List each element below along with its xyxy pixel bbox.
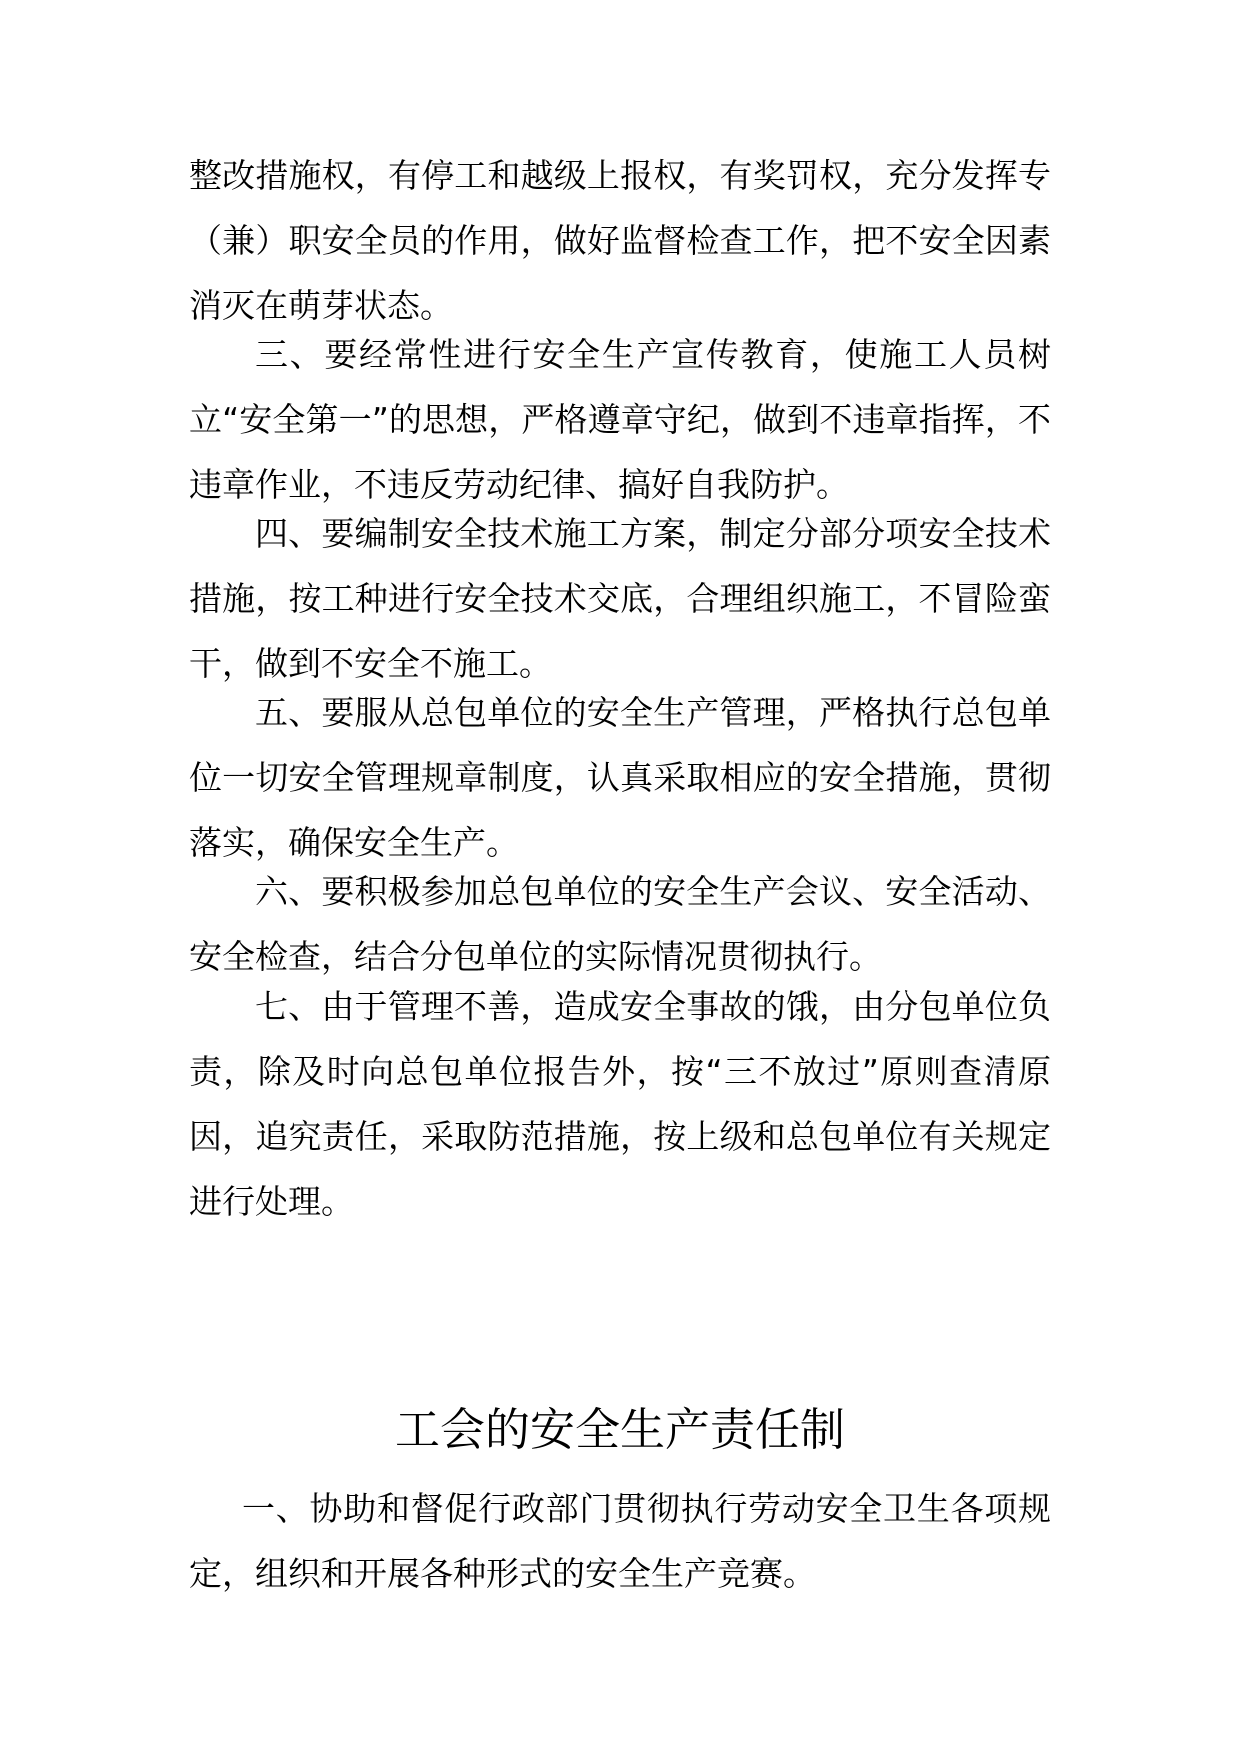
paragraph-item-3: 三、要经常性进行安全生产宣传教育，使施工人员树立“安全第一”的思想，严格遵章守纪，做到不违章指挥，不违章作业，不违反劳动纪律、搞好自我防护。: [189, 335, 1051, 504]
paragraph-continuation: 整改措施权，有停工和越级上报权，有奖罚权，充分发挥专（兼）职安全员的作用，做好监督检查工作，把不安全因素消灭在萌芽状态。: [189, 156, 1051, 325]
paragraph-item-4: 四、要编制安全技术施工方案，制定分部分项安全技术措施，按工种进行安全技术交底，合理组织施工，不冒险蛮干，做到不安全不施工。: [189, 514, 1051, 683]
paragraph-item-6: 六、要积极参加总包单位的安全生产会议、安全活动、安全检查，结合分包单位的实际情况贯彻执行。: [189, 872, 1051, 976]
paragraph-item-7: 七、由于管理不善，造成安全事故的饿，由分包单位负责，除及时向总包单位报告外，按“三不放过”原则查清原因，追究责任，采取防范措施，按上级和总包单位有关规定进行处理。: [189, 987, 1051, 1221]
paragraph-item-5: 五、要服从总包单位的安全生产管理，严格执行总包单位一切安全管理规章制度，认真采取相应的安全措施，贯彻落实，确保安全生产。: [189, 693, 1051, 862]
section-paragraph-1: 一、协助和督促行政部门贯彻执行劳动安全卫生各项规定，组织和开展各种形式的安全生产竞赛。: [189, 1489, 1051, 1593]
section-title: 工会的安全生产责任制: [394, 1403, 845, 1456]
